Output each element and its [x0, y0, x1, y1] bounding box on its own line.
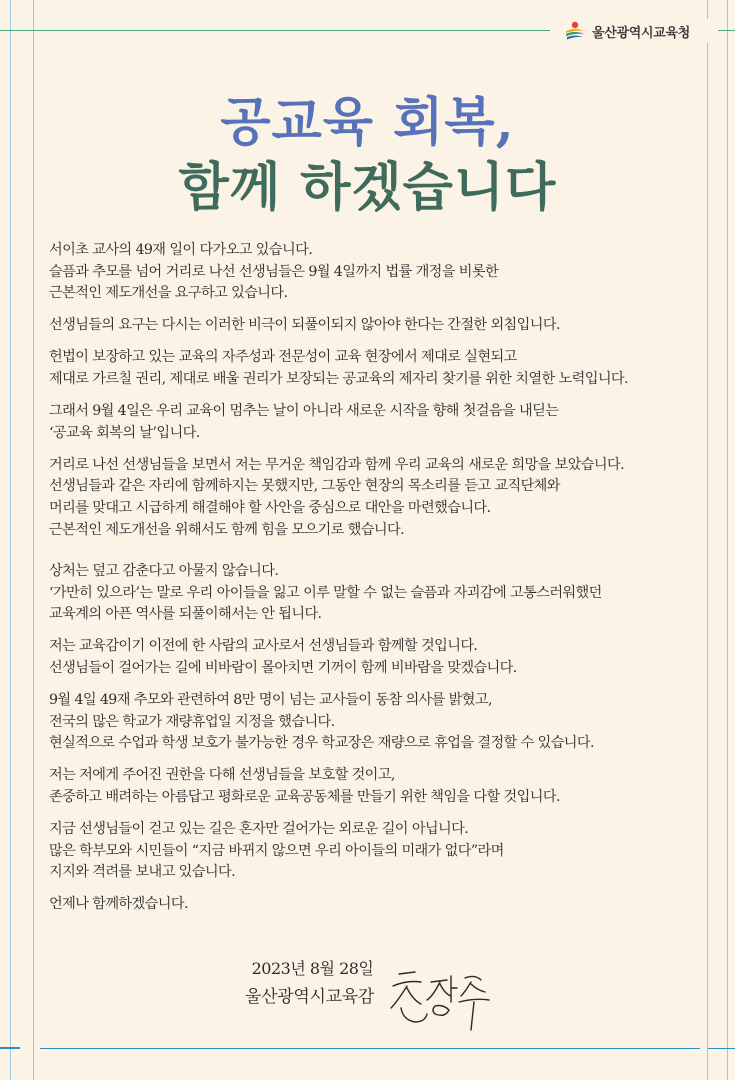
paragraph-line: 9월 4일 49재 추모와 관련하여 8만 명이 넘는 교사들이 동참 의사를 밝혔고,: [49, 692, 492, 709]
page-title-line-1: 공교육 회복,: [220, 92, 515, 153]
frame-line-bottom-right: [708, 1048, 735, 1049]
letter-paragraph: [49, 690, 699, 755]
paragraph-line: 선생님들과 같은 자리에 함께하지는 못했지만, 그동안 현장의 목소리를 듣고 교직단체와: [49, 478, 560, 495]
frame-line-top: [60, 30, 550, 31]
paragraph-line: 근본적인 제도개선을 위해서도 함께 힘을 모으기로 했습니다.: [49, 521, 404, 538]
paragraph-line: 상처는 덮고 감춘다고 아물지 않습니다.: [49, 563, 279, 580]
paragraph-line: 저는 저에게 주어진 권한을 다해 선생님들을 보호할 것이고,: [49, 767, 395, 784]
ulsan-education-emblem-icon: [564, 20, 586, 42]
letter-paragraph: [49, 636, 699, 679]
letter-paragraph: [49, 347, 699, 390]
paragraph-line: 선생님들이 걸어가는 길에 비바람이 몰아치면 기꺼이 함께 비바람을 맞겠습니다.: [49, 660, 517, 676]
letter-paragraph: [49, 315, 699, 337]
paragraph-line: 현실적으로 수업과 학생 보호가 불가능한 경우 학교장은 재량으로 휴업을 결정할 수 있습니다.: [49, 735, 594, 752]
page-title-line-2: 함께 하겠습니다: [178, 157, 557, 218]
letter-paragraph: [49, 819, 699, 884]
paragraph-line: 지금 선생님들이 걷고 있는 길은 혼자만 걸어가는 외로운 길이 아닙니다.: [49, 821, 469, 838]
paragraph-line: 교육계의 아픈 역사를 되풀이해서는 안 됩니다.: [49, 606, 322, 623]
paragraph-line: 서이초 교사의 49재 일이 다가오고 있습니다.: [49, 242, 313, 258]
paragraph-line: 전국의 많은 학교가 재량휴업일 지정을 했습니다.: [49, 713, 335, 730]
paragraph-line: 헌법이 보장하고 있는 교육의 자주성과 전문성이 교육 현장에서 제대로 실현되고: [49, 349, 517, 366]
paragraph-line: 거리로 나선 선생님들을 보면서 저는 무거운 책임감과 함께 우리 교육의 새로운 희망을 보았습니다.: [49, 456, 625, 473]
handwritten-signature: [385, 962, 495, 1034]
paragraph-line: 슬픔과 추모를 넘어 거리로 나선 선생님들은 9월 4일까지 법률 개정을 비롯한: [49, 263, 499, 280]
letter-date: 2023년 8월 28일: [251, 959, 374, 978]
letter-paragraph: [49, 240, 699, 305]
paragraph-line: 근본적인 제도개선을 요구하고 있습니다.: [49, 285, 288, 302]
logo-text: 울산광역시교육청: [592, 25, 691, 41]
frame-line-bottom: [40, 1048, 700, 1049]
letter-body: [49, 240, 699, 926]
letter-paragraph: [49, 561, 699, 626]
paragraph-line: 언제나 함께하겠습니다.: [49, 896, 188, 913]
frame-line-top-left: [0, 30, 60, 31]
letter-paragraph: [49, 894, 699, 916]
frame-accent-bottom-left: [0, 1047, 20, 1049]
header-logo: [560, 19, 714, 43]
paragraph-line: 제대로 가르칠 권리, 제대로 배울 권리가 보장되는 공교육의 제자리 찾기를 위한 치열한 노력입니다.: [49, 370, 628, 387]
letter-paragraph: [49, 401, 699, 444]
paragraph-line: 지지와 격려를 보내고 있습니다.: [49, 864, 236, 881]
letter-paragraph: [49, 455, 699, 541]
paragraph-line: 존중하고 배려하는 아름답고 평화로운 교육공동체를 만들기 위한 책임을 다할 것입니다.: [49, 788, 560, 805]
paragraph-line: 저는 교육감이기 이전에 한 사람의 교사로서 선생님들과 함께할 것입니다.: [49, 638, 478, 655]
paragraph-line: 많은 학부모와 시민들이 “지금 바뀌지 않으면 우리 아이들의 미래가 없다”라며: [49, 842, 504, 859]
paragraph-line: 머리를 맞대고 시급하게 해결해야 할 사안을 중심으로 대안을 마련했습니다.: [49, 499, 491, 516]
frame-line-top-right: [718, 30, 735, 31]
signer-title: 울산광역시교육감: [245, 987, 374, 1007]
letter-paragraph: [49, 765, 699, 808]
paragraph-line: ‘가만히 있으라’는 말로 우리 아이들을 잃고 이루 말할 수 없는 슬픔과 자괴감에 고통스러워했던: [49, 584, 602, 601]
paragraph-line: ‘공교육 회복의 날’입니다.: [49, 424, 200, 441]
paragraph-line: 선생님들의 요구는 다시는 이러한 비극이 되풀이되지 않아야 한다는 간절한 외침입니다.: [49, 317, 560, 334]
paragraph-line: 그래서 9월 4일은 우리 교육이 멈추는 날이 아니라 새로운 시작을 향해 첫걸음을 내딛는: [49, 403, 559, 420]
